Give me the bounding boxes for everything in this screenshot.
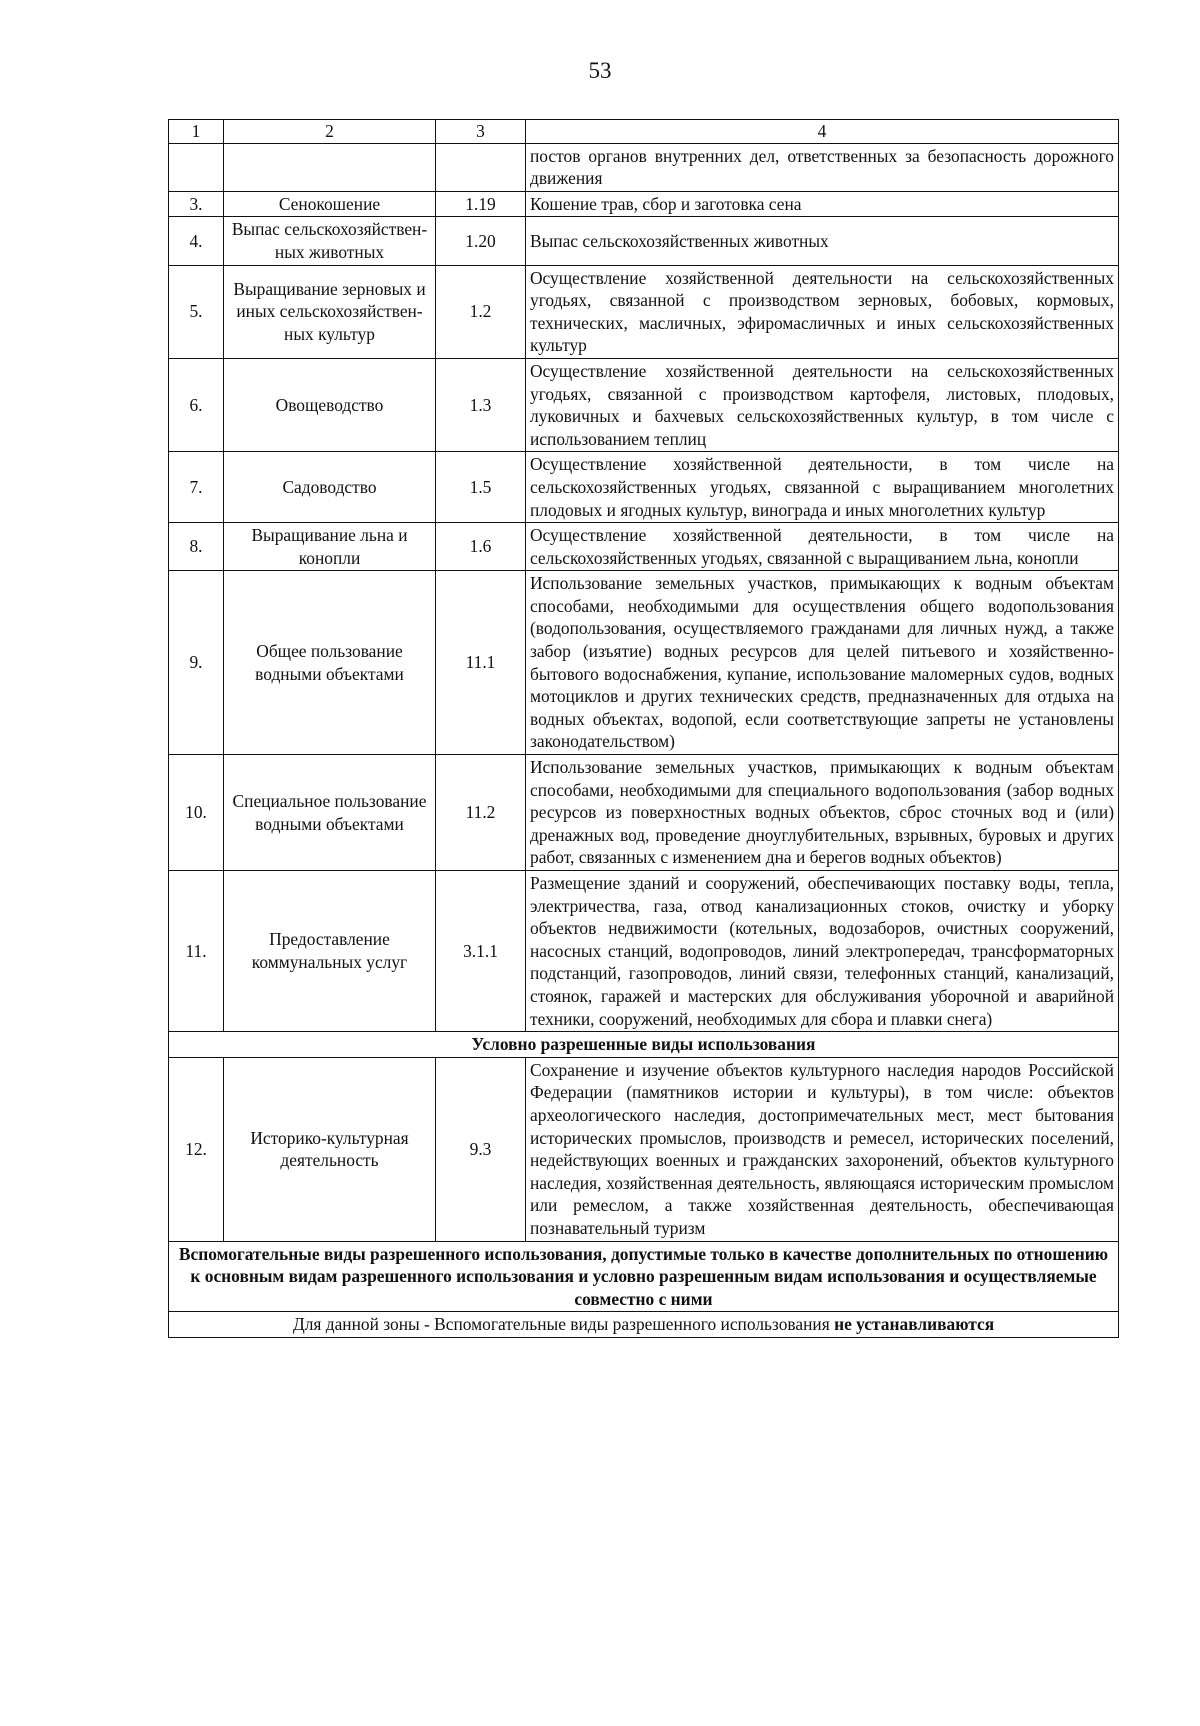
code-cell: 1.6	[436, 523, 526, 571]
code-cell: 1.5	[436, 452, 526, 523]
use-type-cell: Выращивание льна и конопли	[224, 523, 436, 571]
description-cell: Сохранение и изучение объектов культурного наследия народов Российской Федерации (памятников истории и культуры), в том числе: объектов археологического наследия, достопримечательных мест, мест бытования исторических промыслов, производств и ремесел, исторических поселений, недействующих военных и гражданских захоронений, объектов культурного наследия, хозяйственная деятельность, являющаяся историческим промыслом или ремеслом, а также хозяйственная деятельность, обеспечивающая познавательный туризм	[526, 1057, 1119, 1241]
code-cell: 1.3	[436, 358, 526, 451]
use-type-cell: Садоводство	[224, 452, 436, 523]
row-number-cell: 12.	[169, 1057, 224, 1241]
row-number-cell: 6.	[169, 358, 224, 451]
use-type-cell: Сенокошение	[224, 191, 436, 217]
section-row	[169, 1032, 1119, 1058]
section-heading-conditional: Условно разрешенные виды использования	[169, 1032, 1119, 1058]
table-row	[169, 358, 1119, 451]
description-cell: Использование земельных участков, примыкающих к водным объектам способами, необходимыми для специального водопользования (забор водных ресурсов из поверхностных водных объектов, сброс сточных вод и (или) дренажных вод, проведение дноуглубительных, взрывных, буровых и других работ, связанных с изменением дна и берегов водных объектов)	[526, 755, 1119, 871]
description-cell: Осуществление хозяйственной деятельности, в том числе на сельскохозяйственных угодьях, связанной с выращиванием льна, конопли	[526, 523, 1119, 571]
use-type-cell: Общее пользование водными объектами	[224, 571, 436, 755]
row-number-cell: 11.	[169, 871, 224, 1032]
table-row	[169, 191, 1119, 217]
page-number: 53	[588, 58, 612, 83]
table-header-row	[169, 120, 1119, 144]
description-cell: Осуществление хозяйственной деятельности, в том числе на сельскохозяйственных угодьях, связанной с выращиванием многолетних плодовых и ягодных культур, винограда и иных многолетних культур	[526, 452, 1119, 523]
table-row	[169, 571, 1119, 755]
description-cell: Выпас сельскохозяйственных животных	[526, 217, 1119, 265]
code-cell	[436, 143, 526, 191]
row-number-cell: 4.	[169, 217, 224, 265]
table-row	[169, 871, 1119, 1032]
section-heading-auxiliary: Вспомогательные виды разрешенного использования, допустимые только в качестве дополнительных по отношению к основным видам разрешенного использования и условно разрешенным видам использования и осуществляемые совместно с ними	[169, 1241, 1119, 1312]
row-number-cell: 3.	[169, 191, 224, 217]
description-cell: Использование земельных участков, примыкающих к водным объектам способами, необходимыми для осуществления общего водопользования (водопользования, осуществляемого гражданами для личных нужд, а также забор (изъятие) водных ресурсов для целей питьевого и хозяйственно-бытового водоснабжения, купание, использование маломерных судов, водных мотоциклов и других технических средств, предназначенных для отдыха на водных объектах, водопой, если соответствующие запреты не установлены законодательством)	[526, 571, 1119, 755]
description-cell: Размещение зданий и сооружений, обеспечивающих поставку воды, тепла, электричества, газа, отвод канализационных стоков, очистку и уборку объектов недвижимости (котельных, водозаборов, очистных сооружений, насосных станций, водопроводов, линий электропередач, трансформаторных подстанций, газопроводов, линий связи, телефонных станций, канализаций, стоянок, гаражей и мастерских для обслуживания уборочной и аварийной техники, сооружений, необходимых для сбора и плавки снега)	[526, 871, 1119, 1032]
footer-note	[169, 1312, 1119, 1338]
code-cell: 1.20	[436, 217, 526, 265]
row-number-cell: 10.	[169, 755, 224, 871]
use-type-cell: Выпас сельскохозяйствен-ных животных	[224, 217, 436, 265]
table-row	[169, 452, 1119, 523]
row-number-cell: 9.	[169, 571, 224, 755]
description-cell: постов органов внутренних дел, ответственных за безопасность дорожного движения	[526, 143, 1119, 191]
use-type-cell: Предоставление коммунальных услуг	[224, 871, 436, 1032]
column-header: 4	[526, 120, 1119, 144]
use-type-cell: Специальное пользование водными объектами	[224, 755, 436, 871]
use-type-cell: Историко-культурная деятельность	[224, 1057, 436, 1241]
column-header: 3	[436, 120, 526, 144]
description-cell: Осуществление хозяйственной деятельности на сельскохозяйственных угодьях, связанной с производством картофеля, листовых, плодовых, луковичных и бахчевых сельскохозяйственных культур, в том числе с использованием теплиц	[526, 358, 1119, 451]
code-cell: 11.1	[436, 571, 526, 755]
footer-note-text: Для данной зоны - Вспомогательные виды разрешенного использования	[292, 1314, 835, 1335]
code-cell: 9.3	[436, 1057, 526, 1241]
code-cell: 1.19	[436, 191, 526, 217]
table-row	[169, 217, 1119, 265]
column-header: 2	[224, 120, 436, 144]
table-row	[169, 143, 1119, 191]
section-row	[169, 1241, 1119, 1312]
code-cell: 3.1.1	[436, 871, 526, 1032]
row-number-cell: 8.	[169, 523, 224, 571]
table-row	[169, 265, 1119, 358]
description-cell: Кошение трав, сбор и заготовка сена	[526, 191, 1119, 217]
code-cell: 11.2	[436, 755, 526, 871]
row-number-cell: 7.	[169, 452, 224, 523]
table-row	[169, 755, 1119, 871]
use-type-cell	[224, 143, 436, 191]
column-header: 1	[169, 120, 224, 144]
use-type-cell: Овощеводство	[224, 358, 436, 451]
land-use-table	[168, 119, 1119, 1338]
footer-note-emphasis: не устанавливаются	[834, 1314, 995, 1335]
use-type-cell: Выращивание зерновых и иных сельскохозяйствен-ных культур	[224, 265, 436, 358]
row-number-cell	[169, 143, 224, 191]
table-row	[169, 1057, 1119, 1241]
footer-note-row	[169, 1312, 1119, 1338]
row-number-cell: 5.	[169, 265, 224, 358]
table-row	[169, 523, 1119, 571]
code-cell: 1.2	[436, 265, 526, 358]
description-cell: Осуществление хозяйственной деятельности на сельскохозяйственных угодьях, связанной с производством зерновых, бобовых, кормовых, технических, масличных, эфиромасличных и иных сельскохозяйственных культур	[526, 265, 1119, 358]
